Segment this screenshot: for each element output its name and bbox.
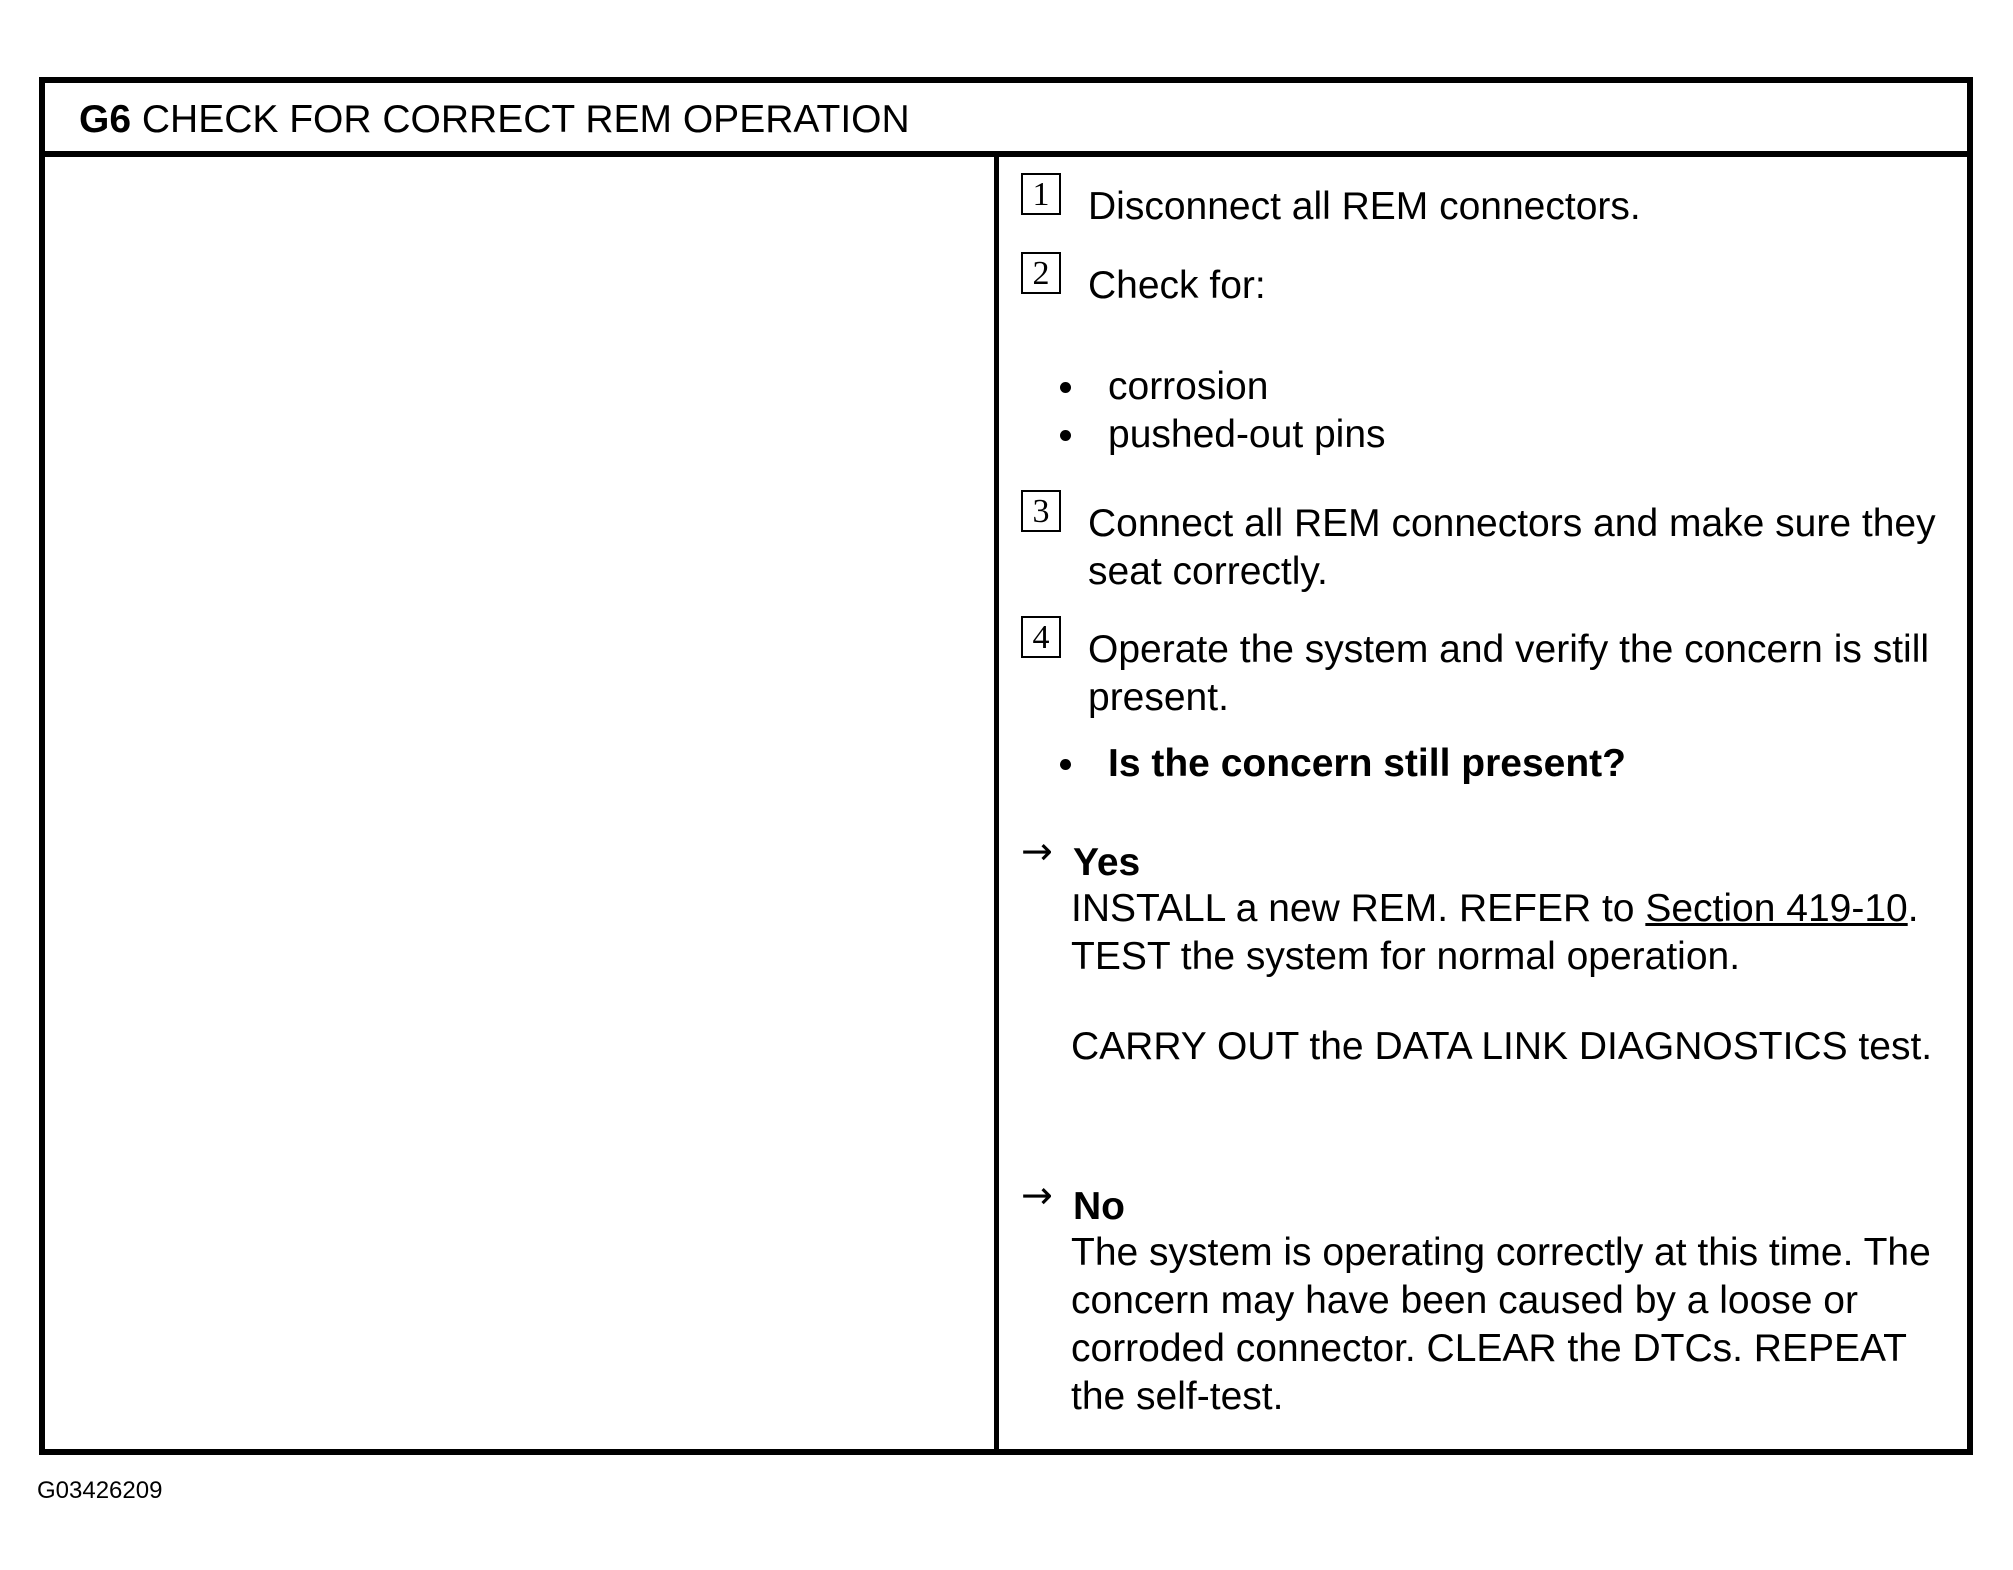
step-text: Disconnect all REM connectors. — [1088, 185, 1641, 228]
step-number-box: 1 — [1021, 173, 1061, 215]
step-number-box: 2 — [1021, 252, 1061, 294]
outcome-yes-body — [1071, 885, 1971, 1113]
check-item-corrosion: corrosion — [1057, 363, 1386, 411]
step-number-box: 3 — [1021, 490, 1061, 532]
step-text: Operate the system and verify the concern is still present. — [1088, 628, 1930, 719]
procedure-pane — [999, 157, 1967, 1449]
step-text: Check for: — [1088, 264, 1266, 307]
right-arrow-icon: → — [1021, 829, 1053, 873]
outcome-no-body — [1071, 1229, 1971, 1463]
diagnostic-step-table — [39, 77, 1973, 1455]
outcome-no-label: No — [1073, 1185, 1125, 1228]
step-header — [45, 83, 1967, 157]
check-item-pushed-out-pins: pushed-out pins — [1057, 411, 1386, 459]
outcome-yes-label: Yes — [1073, 841, 1141, 884]
figure-id: G03426209 — [37, 1477, 163, 1504]
question-list — [1057, 740, 1626, 788]
check-list — [1057, 363, 1386, 459]
step-text: Connect all REM connectors and make sure they seat correctly. — [1088, 502, 1936, 593]
outcome-yes-followup: CARRY OUT the DATA LINK DIAGNOSTICS test. — [1071, 1025, 1933, 1068]
section-419-10-link[interactable]: Section 419-10 — [1645, 887, 1908, 930]
outcome-yes-text-before-link: INSTALL a new REM. REFER to — [1071, 887, 1646, 930]
step-id: G6 — [79, 98, 132, 141]
illustration-area — [45, 157, 994, 1449]
outcome-no-text: The system is operating correctly at this time. The concern may have been caused by a loose or corroded connector. CLEAR the DTCs. REPEAT the self-test. — [1071, 1231, 1931, 1418]
question-text: Is the concern still present? — [1057, 740, 1626, 788]
outcome-yes-instruction — [1071, 885, 1971, 981]
outcome-yes-text-after-link: . TEST the system for normal operation. — [1071, 887, 1919, 978]
step-number-box: 4 — [1021, 616, 1061, 658]
right-arrow-icon: → — [1021, 1173, 1053, 1217]
step-title: CHECK FOR CORRECT REM OPERATION — [141, 98, 910, 141]
